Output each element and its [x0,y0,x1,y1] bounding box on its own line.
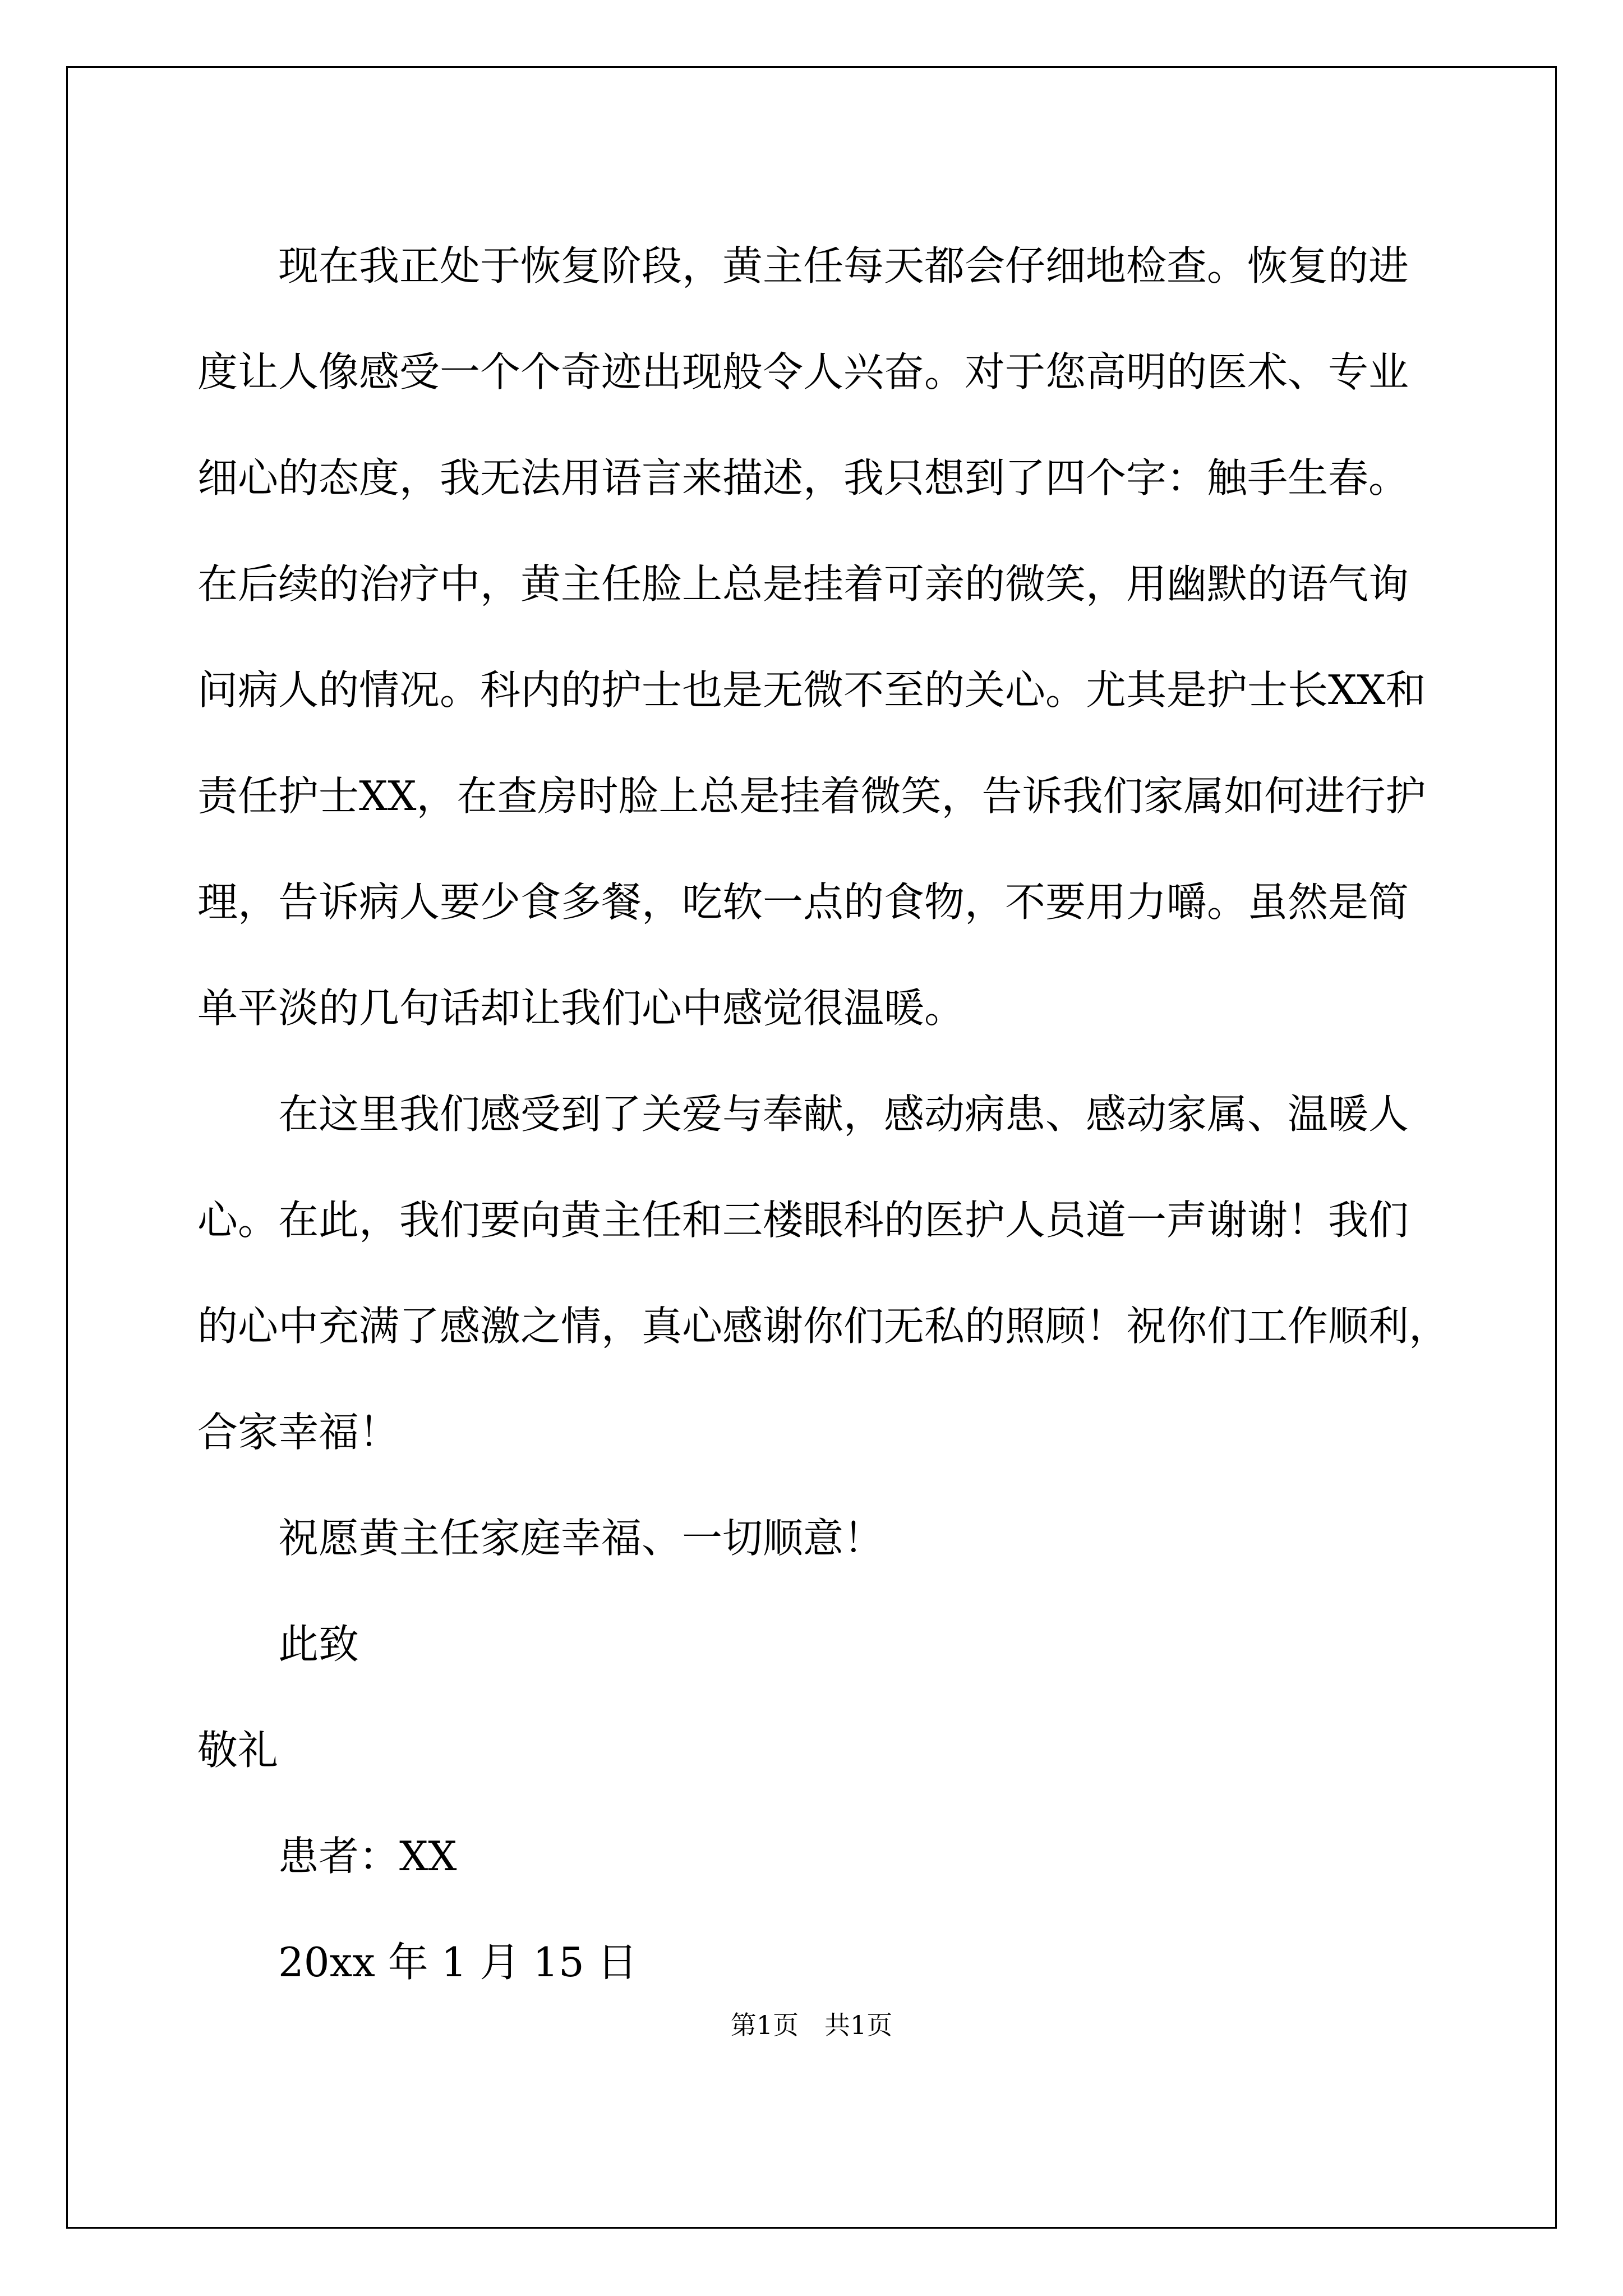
text-line: 度让人像感受一个个奇迹出现般令人兴奋。对于您高明的医术、专业 [197,348,1409,395]
text-line: 责任护士XX，在查房时脸上总是挂着微笑，告诉我们家属如何进行护 [197,772,1426,820]
paragraph-1 [197,213,1459,1061]
text-line: 单平淡的几句话却让我们心中感觉很温暖。 [197,984,965,1032]
letter-date: 20xx 年 1 月 15 日 [278,1939,638,1986]
text-line: 问病人的情况。科内的护士也是无微不至的关心。尤其是护士长XX和 [197,666,1426,714]
text-line: 在这里我们感受到了关爱与奉献，感动病患、感动家属、温暖人 [278,1091,1409,1138]
text-line: 心。在此，我们要向黄主任和三楼眼科的医护人员道一声谢谢！我们 [197,1197,1409,1244]
text-line: 在后续的治疗中，黄主任脸上总是挂着可亲的微笑，用幽默的语气询 [197,560,1409,608]
text-line: 合家幸福！ [197,1409,400,1456]
text-line: 理，告诉病人要少食多餐，吃软一点的食物，不要用力嚼。虽然是简 [197,878,1409,926]
page-number-footer: 第1页 共1页 [730,2010,893,2040]
text-line: 的心中充满了感激之情，真心感谢你们无私的照顾！祝你们工作顺利， [197,1303,1450,1350]
salutation-to: 此致 [278,1621,359,1668]
salutation-regards: 敬礼 [197,1727,279,1774]
signature: 患者：XX [278,1833,457,1880]
text-line: 现在我正处于恢复阶段，黄主任每天都会仔细地检查。恢复的进 [278,242,1409,289]
paragraph-2 [197,1061,1459,1485]
text-line: 细心的态度，我无法用语言来描述，我只想到了四个字：触手生春。 [197,454,1409,501]
closing-wish: 祝愿黄主任家庭幸福、一切顺意！ [278,1515,884,1562]
letter-body [197,213,1459,2016]
